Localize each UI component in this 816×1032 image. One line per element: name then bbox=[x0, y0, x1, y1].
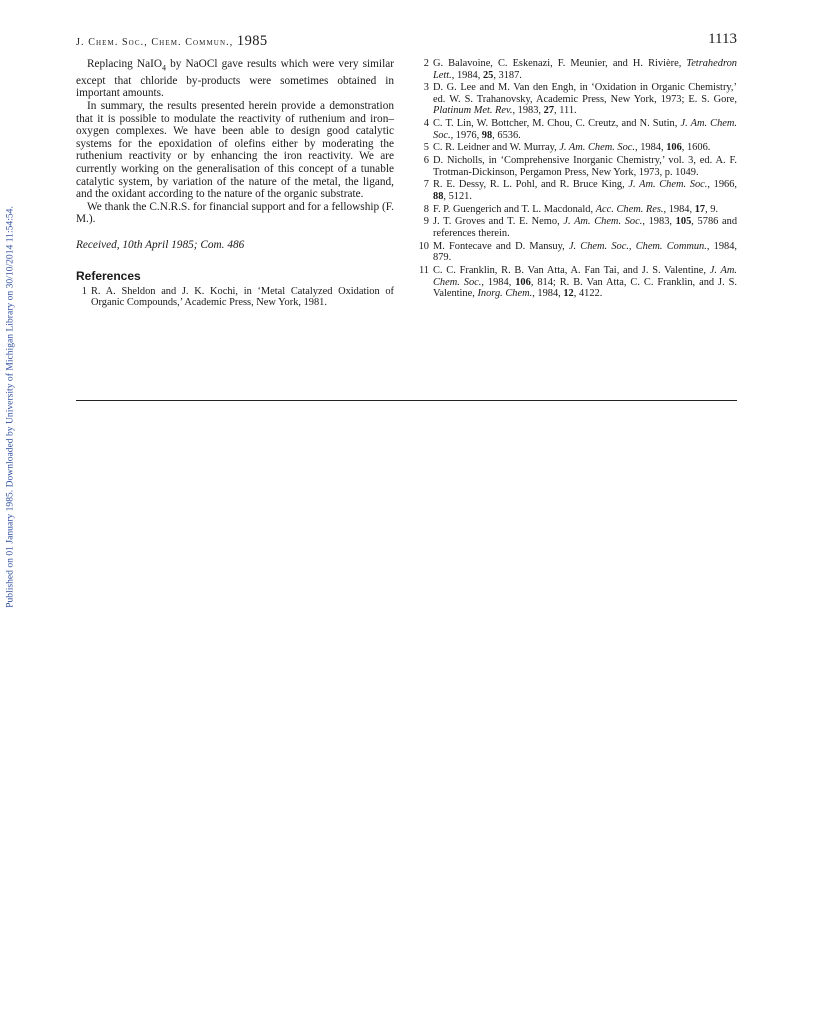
journal-name: J. Chem. Soc., Chem. Commun., bbox=[76, 37, 234, 48]
para1-subscript: 4 bbox=[162, 63, 166, 73]
reference-item bbox=[418, 204, 737, 216]
reference-text-segment: 106 bbox=[515, 276, 531, 288]
reference-text-segment: J. Am. Chem. Soc. bbox=[559, 142, 636, 154]
reference-text-segment: Platinum Met. Rev. bbox=[433, 105, 513, 117]
reference-number: 8 bbox=[423, 203, 429, 215]
reference-number: 11 bbox=[418, 264, 429, 276]
publication-side-note bbox=[3, 182, 17, 632]
references-list-left bbox=[76, 286, 394, 309]
reference-text-segment: C. T. Lin, W. Bottcher, M. Chou, C. Creutz, and N. Sutin, bbox=[433, 118, 681, 130]
reference-text-segment: , 1983, bbox=[642, 216, 676, 228]
reference-text-segment: , 1984, bbox=[663, 203, 695, 215]
reference-text-segment: C. C. Franklin, R. B. Van Atta, A. Fan Tai, and J. S. Valentine, bbox=[433, 264, 710, 276]
reference-text-segment: 25 bbox=[482, 69, 494, 81]
reference-text-segment: R. A. Sheldon and J. K. Kochi, in ‘Metal Catalyzed Oxidation of Organic Compounds,’ Academic Press, New York, 1981. bbox=[91, 285, 394, 309]
reference-text-segment: G. Balavoine, C. Eskenazi, F. Meunier, and H. Rivière, bbox=[433, 58, 687, 69]
side-note-text: Published on 01 January 1985. Downloaded by University of Michigan Library on 30/10/2014 11:54:54. bbox=[4, 206, 16, 608]
reference-number: 1 bbox=[81, 285, 87, 297]
body-paragraph-2: In summary, the results presented herein provide a demonstration that it is possible to modulate the reactivity of ruthenium and iron–oxygen complexes. We have been able to design good catalytic systems for the epoxidation of olefins either by moderating the ruthenium reactivity or by enhancing the iron reactivity. We are currently working on the generalisation of this concept of a tunable catalytic system, by variation of the nature of the metal, the ligand, and the oxidant according to the nature of the organic substrate. bbox=[76, 100, 394, 201]
acknowledgement-paragraph: We thank the C.N.R.S. for financial support and for a fellowship (F. M.). bbox=[76, 200, 394, 226]
reference-text-segment: 27 bbox=[543, 105, 555, 117]
reference-text-segment: , 1984, 879. bbox=[433, 240, 737, 264]
reference-text-segment: , 1984, bbox=[481, 276, 516, 288]
reference-text-segment: J. Am. Chem. Soc. bbox=[433, 118, 737, 141]
reference-text-segment: 88 bbox=[433, 191, 444, 202]
left-column bbox=[76, 58, 394, 310]
reference-text-segment: M. Fontecave and D. Mansuy, bbox=[433, 240, 569, 252]
page-number: 1113 bbox=[708, 31, 737, 47]
reference-text-segment: , 5121. bbox=[443, 191, 472, 202]
reference-item bbox=[418, 82, 737, 117]
reference-text-segment: , 1966, bbox=[707, 179, 737, 191]
reference-text-segment: , 111. bbox=[554, 105, 577, 117]
reference-text-segment: , 1976, bbox=[450, 129, 482, 141]
reference-text-segment: D. G. Lee and M. Van den Engh, in ‘Oxidation in Organic Chemistry,’ ed. W. S. Trahanovsky, Academic Press, New York, 1973; E. S. Gore, bbox=[433, 82, 737, 105]
reference-text-segment: Tetrahedron Lett. bbox=[433, 58, 737, 81]
reference-number: 9 bbox=[423, 216, 429, 228]
reference-text-segment: C. R. Leidner and W. Murray, bbox=[433, 142, 560, 154]
reference-text-segment: J. Chem. Soc., Chem. Commun. bbox=[568, 240, 707, 252]
reference-text-segment: 106 bbox=[666, 142, 682, 154]
reference-text-segment: Acc. Chem. Res. bbox=[595, 203, 664, 215]
reference-text-segment: , 6536. bbox=[492, 129, 521, 141]
reference-text-segment: J. Am. Chem. Soc. bbox=[628, 179, 708, 191]
reference-item bbox=[418, 216, 737, 239]
body-paragraph-1 bbox=[76, 58, 394, 100]
received-date: Received, 10th April 1985; Com. 486 bbox=[76, 238, 245, 251]
reference-text-segment: , 1984, bbox=[635, 142, 667, 154]
reference-text-segment: , 1984, bbox=[532, 288, 564, 300]
reference-text-segment: , 814; R. B. Van Atta, C. C. Franklin, and J. S. Valentine, bbox=[433, 276, 737, 300]
reference-number: 6 bbox=[423, 155, 429, 167]
reference-item bbox=[76, 286, 394, 309]
reference-text-segment: D. Nicholls, in ‘Comprehensive Inorganic Chemistry,’ vol. 3, ed. A. F. Trotman-Dickinson, Pergamon Press, New York, 1973, p. 1049. bbox=[433, 155, 737, 178]
reference-text-segment: 105 bbox=[675, 216, 692, 228]
para1-text-start: Replacing NaIO bbox=[87, 58, 162, 70]
reference-text-segment: F. P. Guengerich and T. L. Macdonald, bbox=[433, 203, 596, 215]
reference-number: 7 bbox=[423, 179, 429, 191]
reference-item bbox=[418, 179, 737, 202]
reference-text-segment: , 1984, bbox=[451, 69, 483, 81]
reference-number: 2 bbox=[423, 58, 429, 69]
reference-text-segment: , 9. bbox=[705, 203, 719, 215]
reference-text-segment: , 1983, bbox=[512, 105, 544, 117]
reference-text-segment: J. T. Groves and T. E. Nemo, bbox=[433, 216, 564, 228]
right-column bbox=[418, 58, 737, 301]
end-rule bbox=[76, 400, 737, 401]
running-head bbox=[76, 33, 268, 50]
para1-text-end: by NaOCl gave results which were very similar except that chloride by-products were sometimes obtained in important amounts. bbox=[76, 58, 394, 100]
reference-number: 3 bbox=[423, 82, 429, 94]
reference-text-segment: , 4122. bbox=[573, 288, 603, 300]
reference-item bbox=[418, 118, 737, 141]
reference-text-segment: 98 bbox=[481, 129, 493, 141]
reference-text-segment: , 3187. bbox=[493, 69, 522, 81]
reference-number: 10 bbox=[418, 240, 429, 252]
reference-text-segment: J. Am. Chem. Soc. bbox=[433, 264, 737, 288]
reference-text-segment: , 5786 and references therein. bbox=[433, 216, 738, 239]
reference-item bbox=[418, 155, 737, 178]
reference-text-segment: J. Am. Chem. Soc. bbox=[563, 216, 643, 228]
references-heading: References bbox=[76, 268, 141, 283]
reference-text-segment: 12 bbox=[563, 288, 574, 300]
reference-text-segment: R. E. Dessy, R. L. Pohl, and R. Bruce King, bbox=[433, 179, 629, 191]
journal-year: 1985 bbox=[236, 33, 268, 49]
reference-item bbox=[418, 142, 737, 154]
reference-item bbox=[418, 58, 737, 81]
reference-item bbox=[418, 241, 737, 264]
reference-text-segment: 17 bbox=[694, 203, 706, 215]
reference-text-segment: Inorg. Chem. bbox=[477, 288, 533, 300]
references-list-right bbox=[418, 58, 737, 300]
reference-number: 4 bbox=[423, 118, 429, 130]
reference-text-segment: , 1606. bbox=[681, 142, 711, 154]
reference-number: 5 bbox=[423, 142, 429, 154]
reference-item bbox=[418, 265, 737, 300]
